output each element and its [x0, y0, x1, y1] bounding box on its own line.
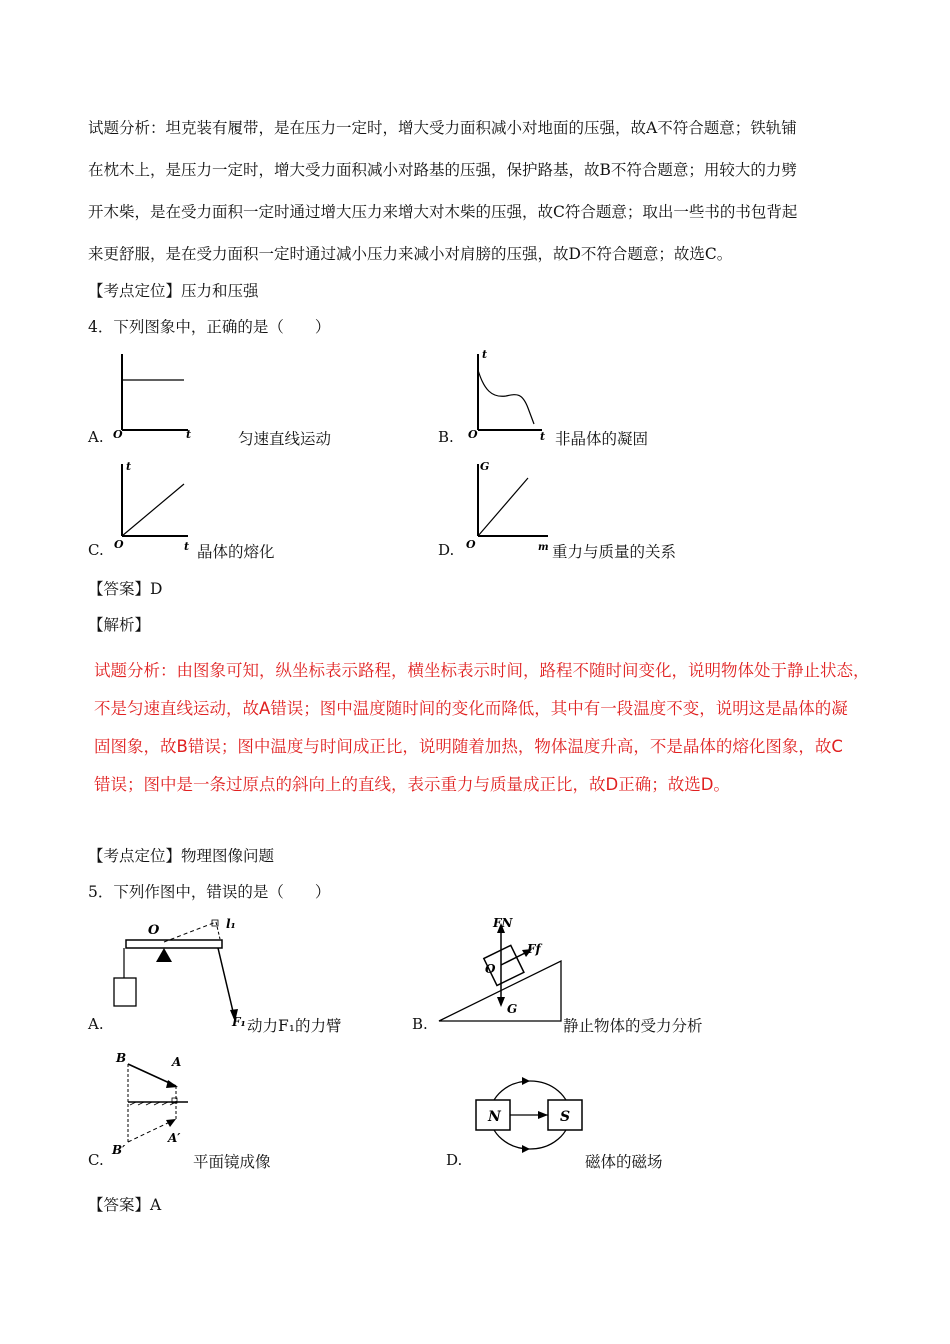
mirror-B: B: [116, 1051, 127, 1065]
q5-option-c-caption: 平面镜成像: [193, 1153, 271, 1171]
q4-option-d-letter[interactable]: D.: [438, 541, 455, 559]
q5-option-a-caption: 动力F₁的力臂: [247, 1017, 342, 1035]
lever-O: O: [148, 923, 160, 938]
q4-jiexi: 【解析】: [88, 616, 151, 634]
mirror-B2: B′: [112, 1143, 126, 1157]
q4-answer: 【答案】D: [88, 580, 163, 598]
q4-graph-b: [466, 348, 556, 443]
q4-option-a-caption: 匀速直线运动: [238, 430, 332, 448]
mirror-A2: A′: [168, 1131, 181, 1145]
kaodian-3: 【考点定位】压力和压强: [88, 282, 259, 300]
q4-option-d-caption: 重力与质量的关系: [552, 543, 677, 561]
analysis3-line-2: 在枕木上，是压力一定时，增大受力面积减小对路基的压强，保护路基，故B不符合题意；用较大的力劈: [88, 161, 797, 179]
q4-graph-c: [112, 460, 202, 553]
q4-analysis-line-2: 不是匀速直线运动，故A错误；图中温度随时间的变化而降低，其中有一段温度不变，说明这是晶体的凝: [94, 699, 848, 718]
q4-b-origin: O: [468, 428, 478, 441]
q4-a-origin: O: [113, 428, 123, 441]
q4-c-xlabel: t: [184, 540, 190, 553]
q4-option-b-letter[interactable]: B.: [438, 428, 454, 446]
q5-figure-lever: [108, 912, 258, 1027]
q4-option-c-letter[interactable]: C.: [88, 541, 104, 559]
q5-figure-incline: [435, 915, 575, 1025]
magnet-N: N: [488, 1109, 501, 1125]
q5-option-b-letter[interactable]: B.: [412, 1015, 428, 1033]
q5-option-d-caption: 磁体的磁场: [585, 1153, 663, 1171]
q4-d-ylabel: G: [480, 460, 490, 473]
incline-FN: FN: [493, 916, 513, 930]
q4-option-b-caption: 非晶体的凝固: [555, 430, 649, 448]
q4-analysis-line-1: 试题分析：由图象可知，纵坐标表示路程，横坐标表示时间，路程不随时间变化，说明物体处于静止状态，: [94, 661, 870, 680]
q4-analysis-line-3: 固图象，故B错误；图中温度与时间成正比，说明随着加热，物体温度升高，不是晶体的熔化图象，故C: [94, 737, 843, 756]
analysis3-line-4: 来更舒服，是在受力面积一定时通过减小压力来减小对肩膀的压强，故D不符合题意；故选C。: [88, 245, 733, 263]
q4-analysis-line-4: 错误；图中是一条过原点的斜向上的直线，表示重力与质量成正比，故D正确；故选D。: [94, 775, 730, 794]
q5-stem: 5．下列作图中，错误的是（ ）: [88, 883, 331, 901]
q4-d-xlabel: m: [538, 542, 549, 553]
incline-Ff: Ff: [527, 942, 541, 956]
q5-figure-magnet: [474, 1070, 604, 1160]
incline-O: O: [485, 962, 496, 976]
q5-figure-mirror: [108, 1050, 198, 1160]
q4-a-xlabel: t: [186, 428, 192, 441]
kaodian-4: 【考点定位】物理图像问题: [88, 847, 275, 865]
analysis3-line-3: 开木柴，是在受力面积一定时通过增大压力来增大对木柴的压强，故C符合题意；取出一些书的书包背起: [88, 203, 798, 221]
q4-option-c-caption: 晶体的熔化: [197, 543, 275, 561]
q4-b-ylabel: t: [482, 348, 488, 361]
q4-b-xlabel: t: [540, 430, 546, 443]
q5-option-c-letter[interactable]: C.: [88, 1151, 104, 1169]
mirror-A: A: [172, 1055, 182, 1069]
q5-option-b-caption: 静止物体的受力分析: [563, 1017, 703, 1035]
q4-d-origin: O: [466, 538, 476, 551]
q5-option-d-letter[interactable]: D.: [446, 1151, 463, 1169]
q4-stem: 4．下列图象中，正确的是（ ）: [88, 318, 331, 336]
q5-option-a-letter[interactable]: A.: [88, 1015, 104, 1033]
lever-F1: F₁: [232, 1015, 246, 1029]
incline-G: G: [507, 1002, 518, 1016]
q4-graph-d: [466, 460, 556, 553]
q4-graph-a: [110, 350, 200, 440]
q4-c-ylabel: t: [126, 460, 132, 473]
analysis3-line-1: 试题分析：坦克装有履带，是在压力一定时，增大受力面积减小对地面的压强，故A不符合题意；铁轨铺: [88, 119, 797, 137]
lever-l1: l₁: [226, 917, 236, 931]
q5-answer: 【答案】A: [88, 1196, 162, 1214]
q4-option-a-letter[interactable]: A.: [88, 428, 104, 446]
q4-c-origin: O: [114, 538, 124, 551]
magnet-S: S: [560, 1109, 571, 1125]
